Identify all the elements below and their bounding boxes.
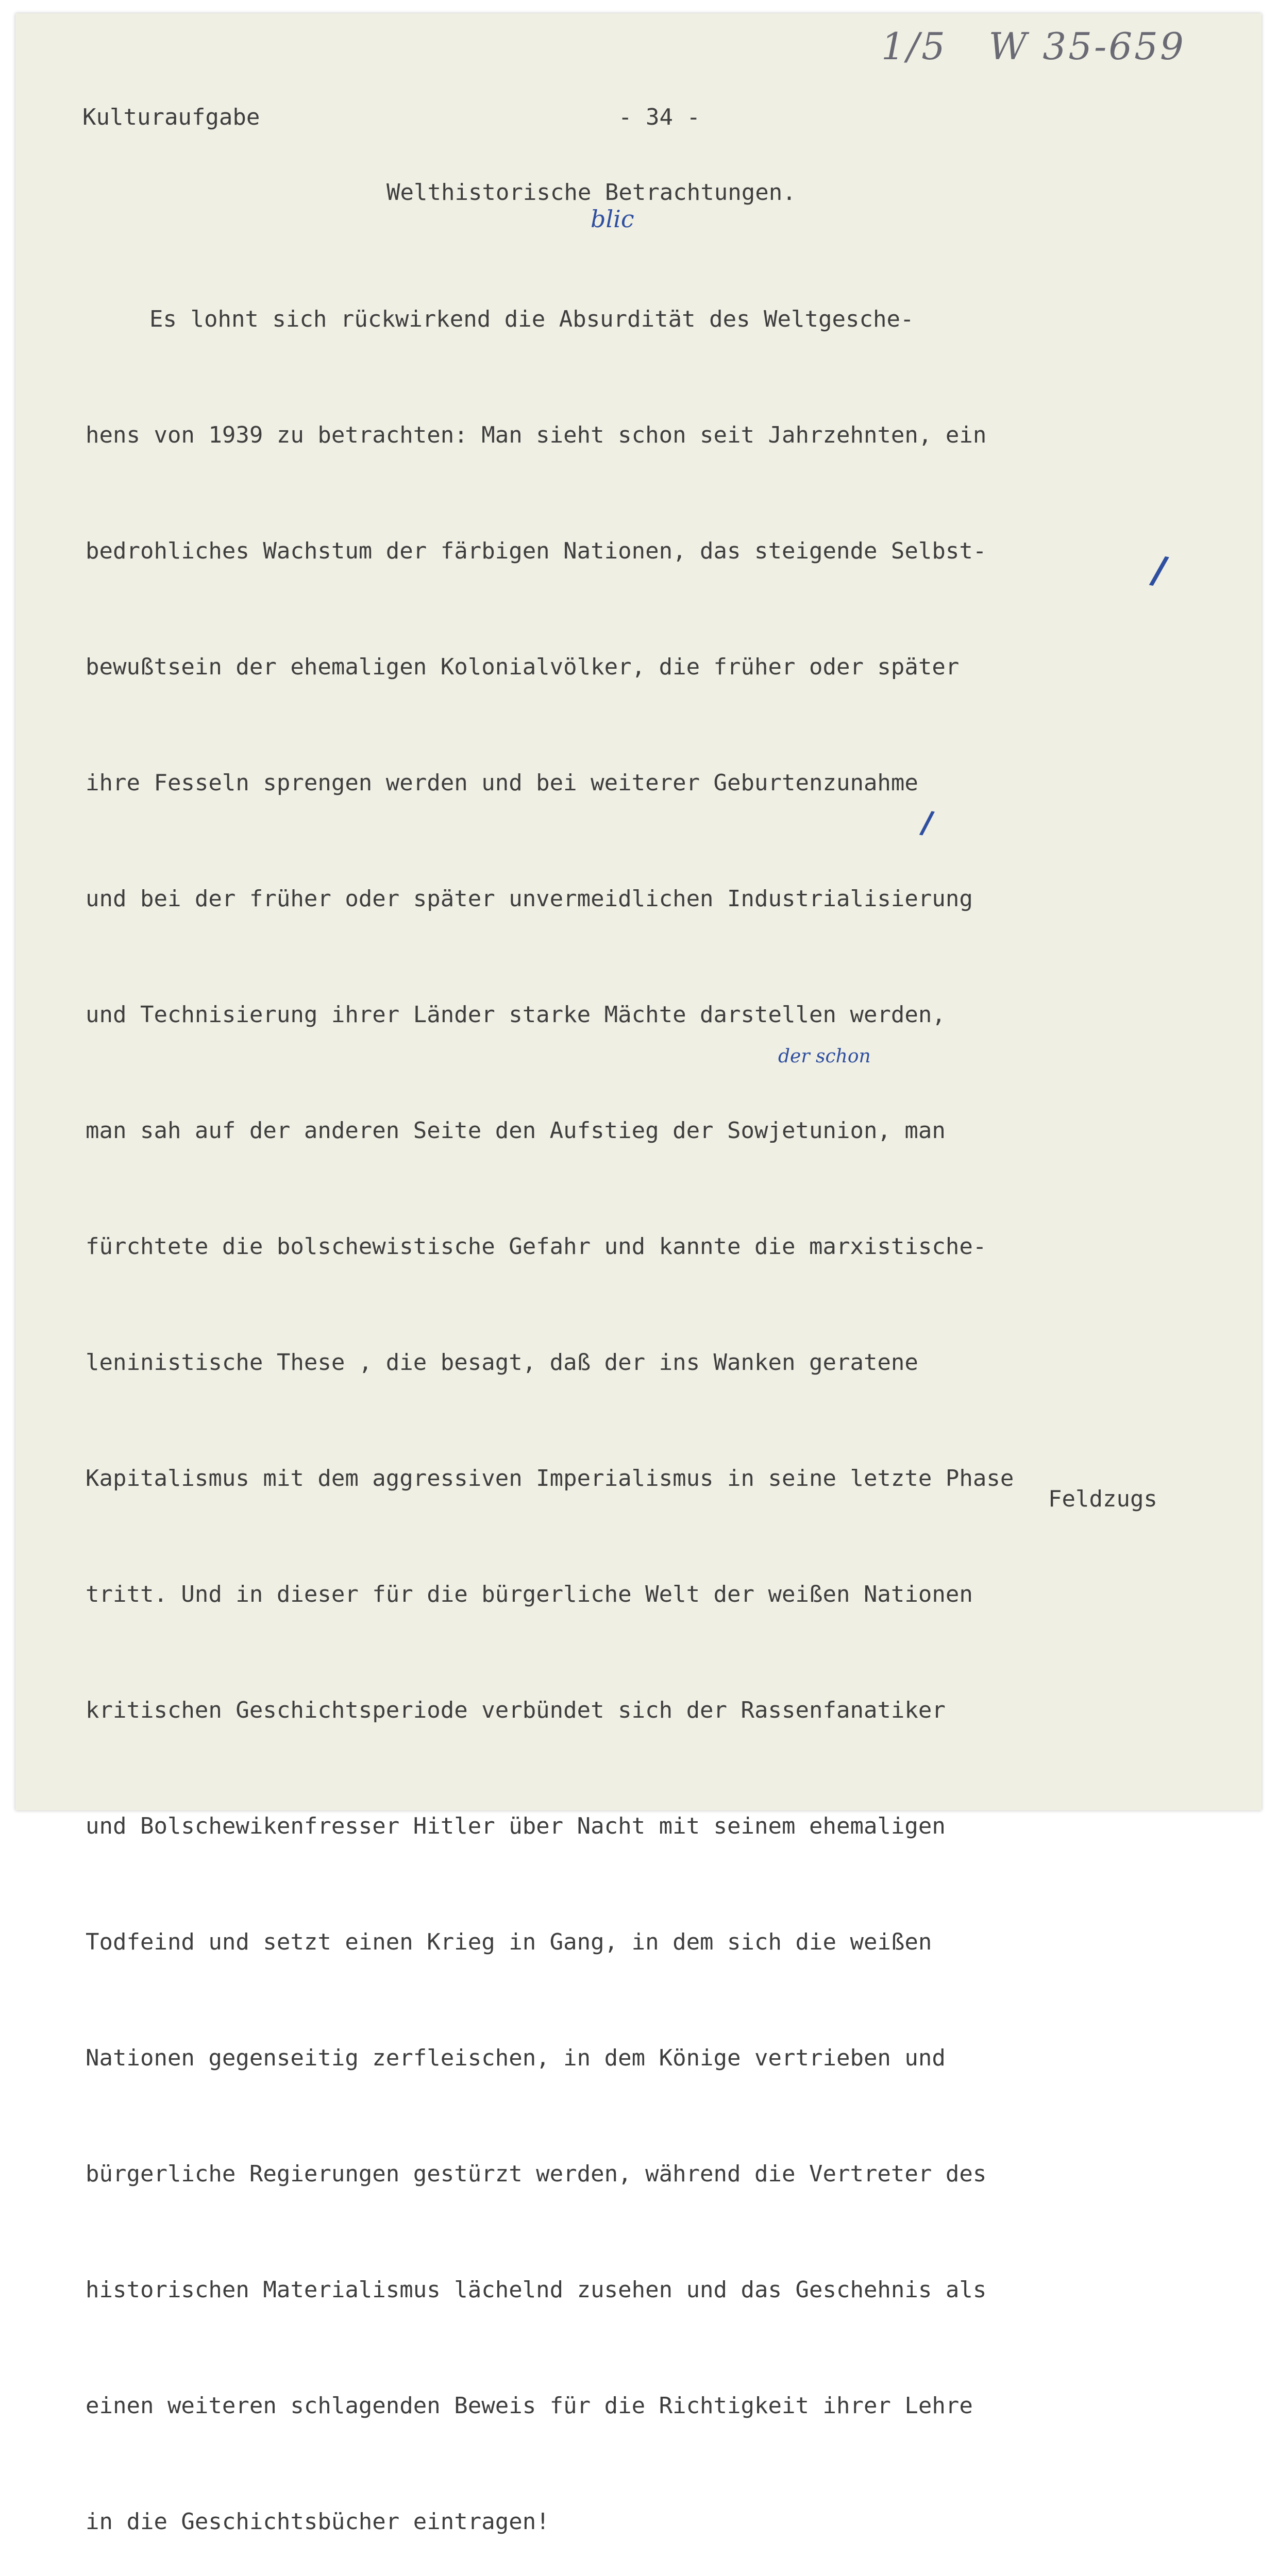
page-number: - 34 - bbox=[618, 104, 700, 130]
archive-signature-mark: 1/5 W 35-659 bbox=[881, 25, 1186, 68]
header-title: Kulturaufgabe bbox=[82, 104, 260, 130]
handwritten-correction: der schon bbox=[778, 1046, 871, 1067]
text-line: bedrohliches Wachstum der färbigen Nationen, das steigende Selbst- bbox=[86, 538, 987, 564]
text-line: leninistische These , die besagt, daß der ins Wanken geratene bbox=[86, 1349, 918, 1376]
typed-insertion: Feldzugs bbox=[1048, 1486, 1157, 1512]
text-line: ihre Fesseln sprengen werden und bei weiterer Geburtenzunahme bbox=[86, 770, 918, 796]
text-line: einen weiteren schlagenden Beweis für die Richtigkeit ihrer Lehre bbox=[86, 2393, 973, 2419]
text-line: Nationen gegenseitig zerfleischen, in dem Könige vertrieben und bbox=[86, 2045, 946, 2071]
text-line: und Bolschewikenfresser Hitler über Nacht mit seinem ehemaligen bbox=[86, 1813, 946, 1839]
handwritten-correction: blic bbox=[591, 205, 634, 233]
text-line: Todfeind und setzt einen Krieg in Gang, in dem sich die weißen bbox=[86, 1929, 932, 1955]
correction-mark: / bbox=[918, 804, 936, 842]
text-line: historischen Materialismus lächelnd zusehen und das Geschehnis als bbox=[86, 2277, 987, 2303]
text-line: kritischen Geschichtsperiode verbündet sich der Rassenfanatiker bbox=[86, 1697, 946, 1723]
text-line: man sah auf der anderen Seite den Aufstieg der Sowjetunion, man bbox=[86, 1117, 946, 1144]
text-line: tritt. Und in dieser für die bürgerliche Welt der weißen Nationen bbox=[86, 1581, 973, 1607]
text-line: fürchtete die bolschewistische Gefahr und kannte die marxistische- bbox=[86, 1233, 987, 1260]
correction-mark: / bbox=[1148, 547, 1171, 594]
text-line: und bei der früher oder später unvermeidlichen Industrialisierung bbox=[86, 886, 973, 912]
text-line: in die Geschichtsbücher eintragen! bbox=[86, 2509, 550, 2535]
text-line: und Technisierung ihrer Länder starke Mächte darstellen werden, bbox=[86, 1002, 946, 1028]
text-line: Es lohnt sich rückwirkend die Absurdität des Weltgesche- bbox=[149, 306, 914, 332]
body-text bbox=[86, 223, 1257, 2576]
text-line: bürgerliche Regierungen gestürzt werden, während die Vertreter des bbox=[86, 2161, 987, 2187]
typewritten-sheet bbox=[15, 13, 1262, 2535]
text-line: Kapitalismus mit dem aggressiven Imperialismus in seine letzte Phase bbox=[86, 1465, 1014, 1492]
text-line: hens von 1939 zu betrachten: Man sieht schon seit Jahrzehnten, ein bbox=[86, 422, 987, 448]
section-title: Welthistorische Betrachtungen. bbox=[386, 179, 796, 206]
text-line: bewußtsein der ehemaligen Kolonialvölker, die früher oder später bbox=[86, 654, 960, 680]
